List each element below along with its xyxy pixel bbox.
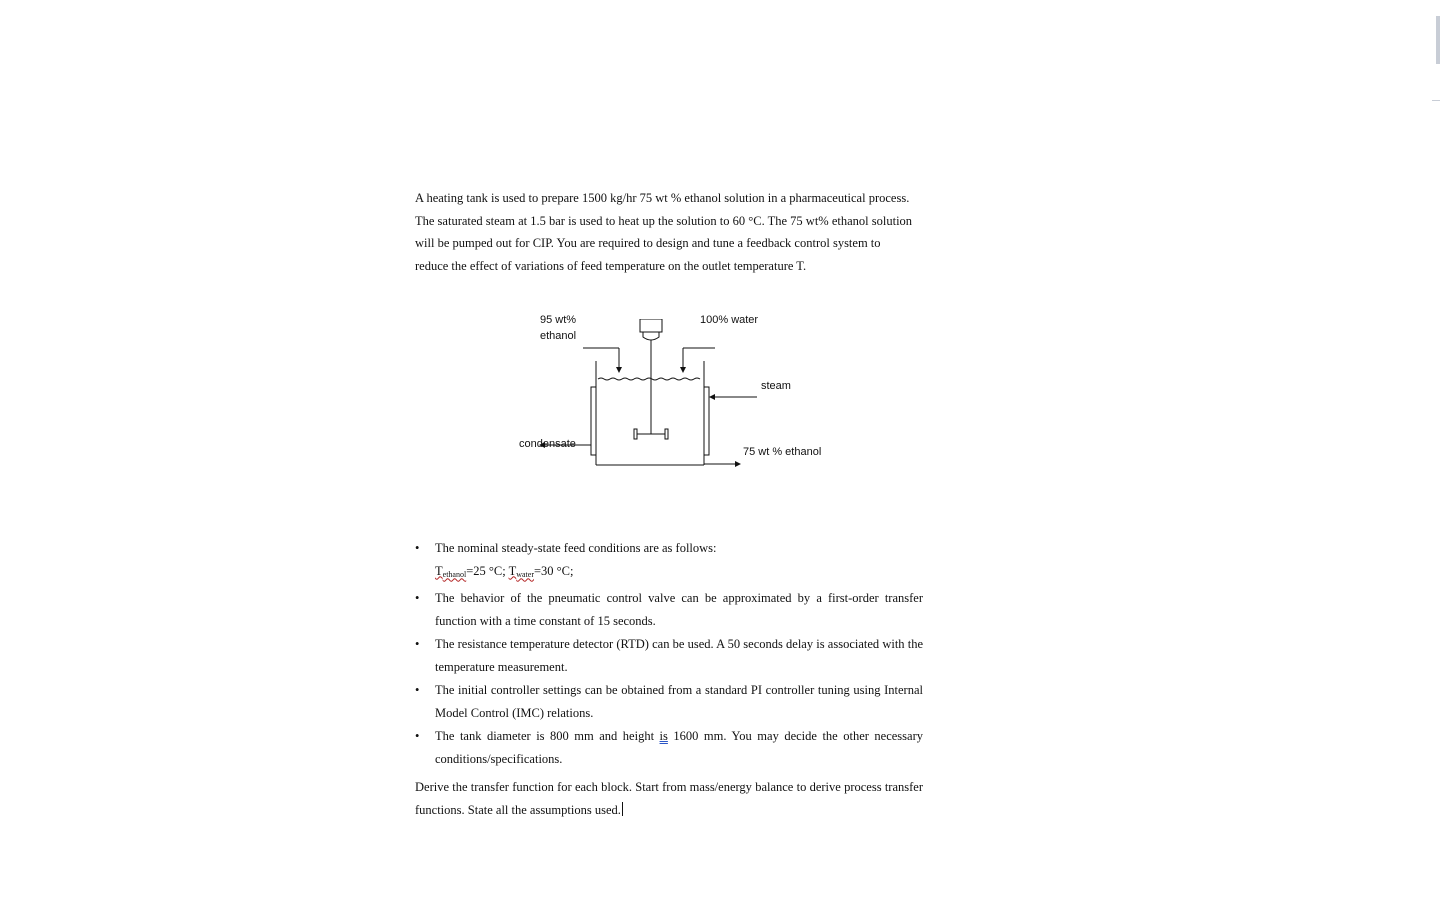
feed-conditions-text: The nominal steady-state feed conditions are as follows: — [435, 541, 717, 555]
water-feed-arrow — [680, 367, 686, 373]
bullet-icon: • — [415, 591, 420, 605]
steam-arrow — [709, 394, 715, 400]
rtd-text: The resistance temperature detector (RTD) can be used. A 50 seconds delay is associated with the temperature measurement. — [435, 637, 923, 674]
impeller-blade-left — [634, 429, 637, 439]
tank-schematic — [415, 319, 923, 549]
label-water: 100% water — [700, 314, 759, 326]
label-steam: steam — [761, 380, 791, 392]
label-condensate: condensate — [519, 438, 576, 450]
label-product: 75 wt % ethanol — [743, 446, 822, 458]
intro-line-4: reduce the effect of variations of feed temperature on the outlet temperature T. — [415, 258, 807, 273]
tank-dimensions-text: The tank diameter is 800 mm and height is 1600 mm. You may decide the other necessary conditions/specifications. — [435, 729, 923, 766]
list-item — [415, 537, 923, 586]
list-item — [415, 587, 923, 632]
scrollbar-thumb[interactable] — [1436, 16, 1440, 64]
conditions-list — [415, 537, 923, 770]
text-cursor — [622, 802, 623, 816]
label-ethanol-pct: 95 wt% — [540, 314, 577, 326]
closing-paragraph[interactable]: Derive the transfer function for each block. Start from mass/energy balance to derive process transfer functions. State all the assumptions used. — [415, 780, 923, 817]
list-item — [415, 725, 923, 770]
bullet-icon: • — [415, 637, 420, 651]
feed-temperatures: Tethanol=25 °C; Twater=30 °C; — [435, 563, 574, 579]
valve-text: The behavior of the pneumatic control valve can be approximated by a first-order transfer function with a time constant of 15 seconds. — [435, 591, 923, 628]
bullet-icon: • — [415, 683, 420, 697]
label-ethanol: ethanol — [540, 330, 577, 342]
jacket-left — [591, 387, 596, 455]
controller-text: The initial controller settings can be obtained from a standard PI controller tuning using Internal Model Control (IMC) relations. — [435, 683, 923, 720]
list-item — [415, 633, 923, 678]
bullet-icon: • — [415, 541, 420, 555]
intro-line-3: will be pumped out for CIP. You are required to design and tune a feedback control system to — [415, 236, 881, 250]
jacket-right — [704, 387, 709, 455]
motor-icon — [640, 319, 662, 332]
ethanol-feed-arrow — [616, 367, 622, 373]
intro-line-1: A heating tank is used to prepare 1500 kg/hr 75 wt % ethanol solution in a pharmaceutical process. — [415, 191, 910, 205]
list-item — [415, 679, 923, 724]
document-page — [415, 187, 923, 821]
bullet-icon: • — [415, 729, 420, 743]
motor-base — [643, 332, 659, 340]
impeller-blade-right — [665, 429, 668, 439]
liquid-level — [598, 378, 700, 380]
intro-line-2: The saturated steam at 1.5 bar is used to heat up the solution to 60 °C. The 75 wt% ethanol solution — [415, 213, 913, 228]
ruler-tick — [1432, 100, 1440, 101]
intro-paragraph — [415, 187, 923, 277]
product-arrow — [735, 461, 741, 467]
heating-tank-diagram — [415, 314, 923, 549]
